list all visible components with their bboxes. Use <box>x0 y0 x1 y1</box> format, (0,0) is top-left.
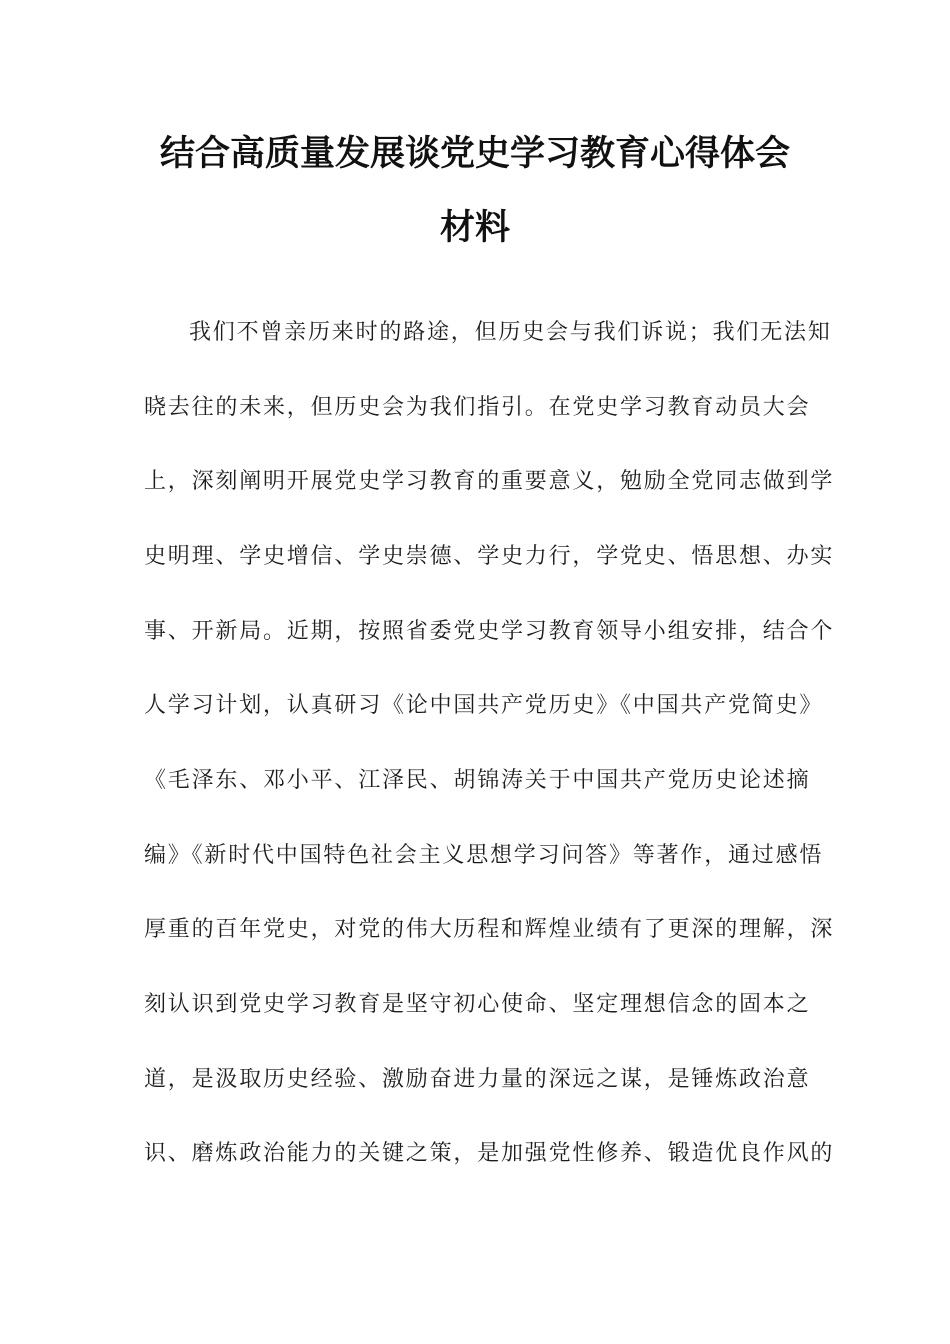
document-title-line-2: 材料 <box>439 207 510 248</box>
body-text-line: 厚重的百年党史，对党的伟大历程和辉煌业绩有了更深的理解，深 <box>144 917 835 942</box>
body-text-line: 识、磨炼政治能力的关键之策，是加强党性修养、锻造优良作风的 <box>144 1141 835 1166</box>
body-text-line: 晓去往的未来，但历史会为我们指引。在党史学习教育动员大会 <box>144 395 811 420</box>
body-text-line: 《毛泽东、邓小平、江泽民、胡锦涛关于中国共产党历史论述摘 <box>144 768 811 793</box>
body-text-line: 上，深刻阐明开展党史学习教育的重要意义，勉励全党同志做到学 <box>144 469 835 494</box>
body-text-line: 人学习计划，认真研习《论中国共产党历史》《中国共产党简史》 <box>144 693 824 718</box>
document-title-line-1: 结合高质量发展谈党史学习教育心得体会 <box>159 133 790 174</box>
body-text-line: 史明理、学史增信、学史崇德、学史力行，学党史、悟思想、办实 <box>144 544 835 569</box>
body-text-line: 编》《新时代中国特色社会主义思想学习问答》等著作，通过感悟 <box>144 843 824 868</box>
body-text-line: 我们不曾亲历来时的路途，但历史会与我们诉说；我们无法知 <box>189 320 832 345</box>
body-text-line: 事、开新局。近期，按照省委党史学习教育领导小组安排，结合个 <box>144 619 835 644</box>
body-text-line: 刻认识到党史学习教育是坚守初心使命、坚定理想信念的固本之 <box>144 992 811 1017</box>
body-text-line: 道，是汲取历史经验、激励奋进力量的深远之谋，是锤炼政治意 <box>144 1067 811 1092</box>
